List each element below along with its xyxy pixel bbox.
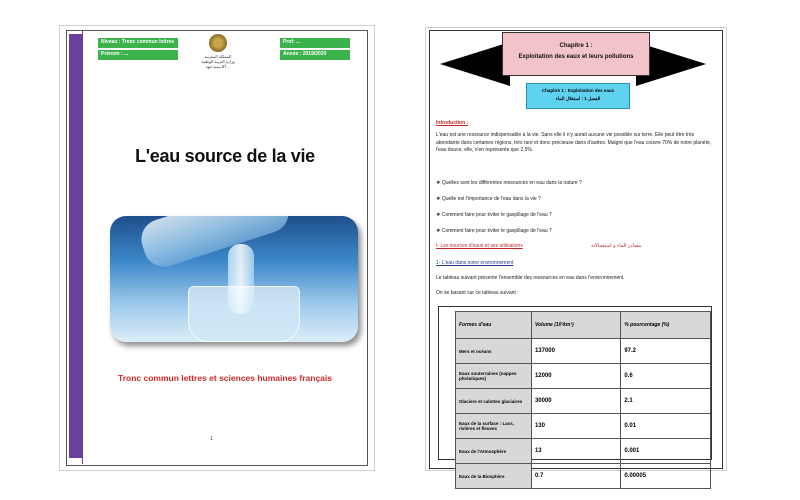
table-cell: 30000	[531, 389, 620, 414]
emblem-line: المملكة المغربية	[204, 54, 232, 59]
table-cell: 0.7	[531, 464, 620, 489]
table-row	[456, 339, 711, 364]
page-number: 1	[210, 436, 213, 442]
table-row	[456, 439, 711, 464]
section-heading-ar: مصادر الماء و استعمالاته	[590, 243, 642, 249]
water-resources-table-frame	[438, 306, 712, 479]
cover-page	[60, 26, 374, 470]
content-page	[426, 28, 726, 479]
name-box: Prénom : ...	[98, 50, 178, 60]
section-box-fr: Chapitre 1 : Exploitation des eaux	[541, 88, 615, 93]
prof-box: Prof: ...	[280, 38, 350, 48]
table-row	[456, 464, 711, 489]
table-cell: Mers et océans	[456, 339, 532, 364]
glass-shape	[188, 286, 300, 342]
intro-text: L'eau est une ressource indispensable à la vie. Sans elle il n'y aurait aucune vie possible sur terre. Elle peut être très abondante dans certaines régions, très rare et donc précieuse dans d'autres. Malgré que l'eau couvre 70% de notre planète, l'eau douce, elle, n'en représente que 2,5%.	[436, 132, 712, 153]
table-cell: 0.6	[621, 364, 711, 389]
question-text: Quelles sont les différentes ressources en eau dans la nature ?	[441, 180, 582, 186]
question-item: ❖ Quelles sont les différentes ressources en eau dans la nature ?	[436, 180, 582, 186]
year-box: Année : 2019/2020	[280, 50, 350, 60]
section-box-ar: الفصل 1 : استغلال الماء	[555, 96, 601, 101]
table-lead-text: On se basant sur ce tableau suivant :	[436, 290, 519, 296]
table-cell: Eaux de la surface : Lacs, rivières et fleuves	[456, 414, 532, 439]
question-item: ❖ Comment faire pour éviter le gaspillage de l'eau ?	[436, 228, 552, 234]
question-item: ❖ Quelle est l'importance de l'eau dans la vie ?	[436, 196, 541, 202]
table-cell: 13	[531, 439, 620, 464]
table-cell: 0.001	[621, 439, 711, 464]
question-text: Quelle est l'importance de l'eau dans la vie ?	[441, 196, 541, 202]
level-box: Niveau : Tronc commun lettres	[98, 38, 178, 48]
table-row	[456, 364, 711, 389]
table-header: Formes d'eau	[456, 312, 532, 339]
ministry-emblem	[186, 34, 250, 92]
question-text: Comment faire pour éviter le gaspillage de l'eau ?	[441, 212, 552, 218]
table-row	[456, 389, 711, 414]
table-cell: 12000	[531, 364, 620, 389]
table-intro-text: Le tableau suivant présente l'ensemble des ressources en eau dans l'environnement.	[436, 275, 625, 281]
emblem-line: أكاديمية جهة ...	[205, 64, 231, 69]
table-cell: 97.2	[621, 339, 711, 364]
intro-heading: Introduction :	[436, 120, 469, 126]
table-cell: Eaux souterraines (nappes phréatiques)	[456, 364, 532, 389]
subsection-heading: 1- L'eau dans notre environnement	[436, 260, 514, 266]
water-resources-table	[455, 311, 711, 489]
ribbon-left-tail	[440, 42, 510, 86]
table-cell: 0.01	[621, 414, 711, 439]
table-cell: 137000	[531, 339, 620, 364]
table-cell: Eaux de la Biosphère	[456, 464, 532, 489]
question-item: ❖ Comment faire pour éviter le gaspillage de l'eau ?	[436, 212, 552, 218]
table-header: Volume (10³km³)	[531, 312, 620, 339]
emblem-line: وزارة التربية الوطنية	[201, 59, 235, 64]
table-cell: 2.1	[621, 389, 711, 414]
page-divider-line	[82, 30, 83, 464]
table-header-row	[456, 312, 711, 339]
table-cell: Eaux de l'Atmosphère	[456, 439, 532, 464]
water-photo	[110, 216, 358, 342]
chapter-label: Chapitre 1 :	[559, 43, 593, 49]
chapter-title: Exploitation des eaux et leurs pollutions	[518, 54, 634, 60]
question-text: Comment faire pour éviter le gaspillage de l'eau ?	[441, 228, 552, 234]
table-cell: Glaciers et calottes glaciaires	[456, 389, 532, 414]
bottle-shape	[136, 216, 293, 272]
purple-side-bar	[69, 34, 83, 458]
crest-icon	[209, 34, 227, 52]
table-cell: 0.00005	[621, 464, 711, 489]
table-header: % pourcentage (%)	[621, 312, 711, 339]
chapter-banner	[502, 32, 650, 76]
cover-subtitle: Tronc commun lettres et sciences humaines français	[118, 373, 332, 383]
table-row	[456, 414, 711, 439]
cover-title: L'eau source de la vie	[135, 146, 315, 166]
section-box	[526, 83, 630, 109]
table-cell: 130	[531, 414, 620, 439]
section-heading: I- Les sources d'eaux et ses utilisations	[436, 243, 523, 249]
